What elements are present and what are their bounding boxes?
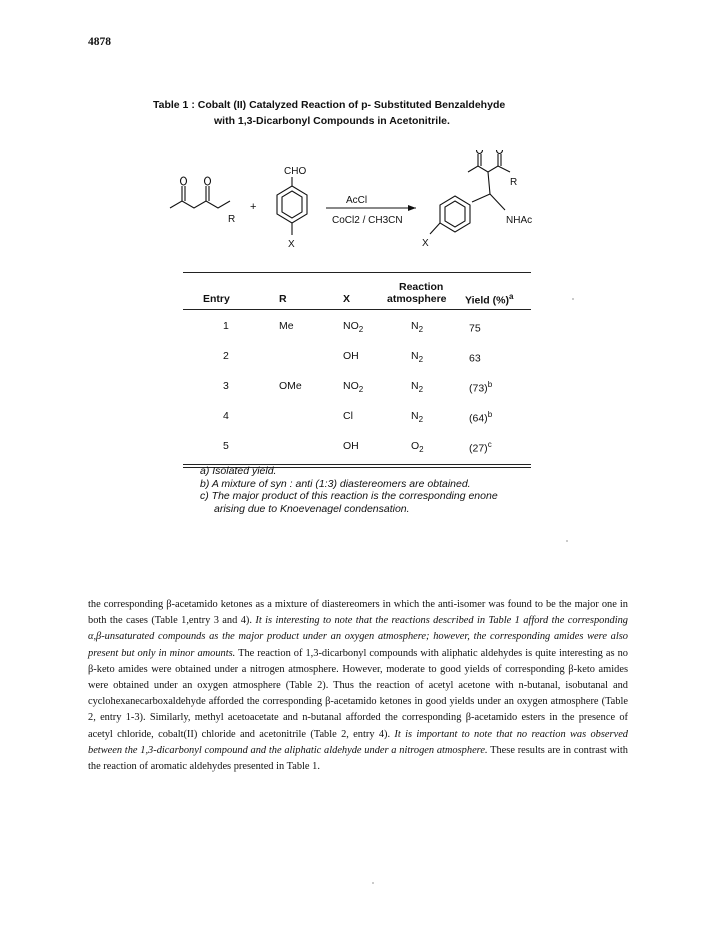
cell-atmosphere — [411, 320, 423, 334]
cell-r — [279, 320, 294, 332]
caption-label: Table 1 : — [153, 99, 195, 111]
cell-yield-text: 75 — [469, 322, 481, 335]
caption-line1: Cobalt (II) Catalyzed Reaction of p- Substituted Benzaldehyde — [197, 99, 506, 111]
body-s5: These results are in contrast with the reaction of aromatic aldehydes presented in Table 1. — [88, 744, 628, 773]
cell-entry-text: 1 — [223, 320, 229, 332]
cell-x-text: NO — [343, 320, 359, 332]
footnote-a: a) Isolated yield. — [200, 465, 277, 477]
cell-atmosphere-sub: 2 — [418, 385, 424, 395]
cell-x-sub: 2 — [358, 325, 364, 335]
cell-atmosphere-text: N — [411, 320, 419, 332]
arrow-head — [408, 205, 416, 211]
cell-atmosphere-text: N — [411, 380, 419, 392]
table-body — [183, 310, 531, 464]
page-number: 4878 — [88, 36, 111, 48]
scheme-reagent-top: AcCl — [346, 195, 368, 206]
header-r: R — [279, 293, 287, 305]
cell-yield — [469, 320, 481, 335]
cell-yield — [469, 410, 492, 425]
product-structure — [430, 150, 510, 234]
cell-entry — [223, 440, 229, 452]
table-row — [183, 404, 531, 434]
scheme-nhac: NHAc — [506, 215, 533, 226]
cell-x — [343, 350, 359, 364]
cell-yield-text: (27) — [469, 442, 488, 455]
cell-x-text: NO — [343, 380, 359, 392]
cell-yield-sup: b — [487, 410, 493, 419]
body-paragraph — [88, 597, 628, 775]
body-s3: The reaction of 1,3-dicarbonyl compounds with aliphatic aldehydes is quite interesting as no β-keto amides were obtained under a nitrogen atmosphere. However, moderate to good yields of corresponding β-keto amides were obtained under an oxygen atmosphere (Table 2). Thus the reaction of acetyl acetone with n-butanal, isobutanal and cyclohexanecarboxaldehyde afforded the corresponding β-acetamido ketones in good yields under an oxygen atmosphere (Table 2, entry 1-3). Similarly, methyl acetoacetate and n-butanal afforded the corresponding β-acetamido esters in the presence of acetyl chloride, cobalt(II) chloride and acetonitrile (Table 2, entry 4). — [88, 647, 628, 740]
cell-r — [279, 380, 302, 392]
table-caption — [153, 97, 623, 129]
cell-yield — [469, 380, 492, 395]
table-row — [183, 374, 531, 404]
header-entry: Entry — [203, 293, 230, 305]
cell-x-text: OH — [343, 440, 359, 452]
scan-speck — [566, 540, 568, 542]
body-s1: the corresponding β-acetamido ketones as a mixture of diastereomers in which the anti-isomer was found to be the major one in both the cases (Table 1,entry 3 and 4). — [88, 599, 628, 627]
cell-entry-text: 3 — [223, 380, 229, 392]
cell-atmosphere-sub: 2 — [418, 355, 424, 365]
cell-x — [343, 410, 353, 424]
cell-atmosphere-sub: 2 — [419, 445, 424, 455]
cell-atmosphere — [411, 410, 423, 424]
cell-x-text: OH — [343, 350, 359, 362]
table-row — [183, 344, 531, 374]
cell-entry — [223, 380, 229, 392]
cell-yield-sup: b — [487, 380, 493, 389]
cell-x-sub: 2 — [358, 385, 364, 395]
table-footnotes — [200, 465, 600, 515]
scan-speck — [372, 882, 374, 884]
scheme-plus: + — [250, 201, 257, 213]
cell-entry — [223, 320, 229, 332]
table-row — [183, 434, 531, 464]
cell-atmosphere — [411, 350, 423, 364]
header-yield — [465, 292, 513, 307]
cell-r-text: OMe — [279, 380, 302, 392]
cell-atmosphere-sub: 2 — [418, 415, 424, 425]
scheme-x-left: X — [288, 239, 295, 250]
cell-entry-text: 2 — [223, 350, 229, 362]
header-yield-text: Yield (%) — [465, 294, 509, 307]
cell-entry — [223, 350, 229, 362]
header-x: X — [343, 293, 351, 305]
cell-yield-sup: c — [487, 440, 492, 449]
cell-yield-text: (64) — [469, 412, 488, 425]
cell-yield-text: 63 — [469, 352, 481, 365]
footnote-b: b) A mixture of syn : anti (1:3) diastereomers are obtained. — [200, 477, 471, 490]
results-table — [183, 272, 531, 468]
cell-entry-text: 4 — [223, 410, 229, 422]
cell-atmosphere-text: O — [411, 440, 420, 452]
cell-yield — [469, 440, 492, 455]
cell-entry — [223, 410, 229, 422]
cell-yield-text: (73) — [469, 382, 488, 395]
header-atm-line1: Reaction — [399, 281, 444, 293]
cell-r-text: Me — [279, 320, 294, 332]
cell-x — [343, 440, 359, 454]
cell-entry-text: 5 — [223, 440, 229, 452]
table-header — [183, 273, 531, 309]
scheme-r-right: R — [510, 177, 518, 188]
dicarbonyl-structure — [170, 177, 230, 208]
scheme-cho: CHO — [284, 166, 307, 177]
cell-atmosphere — [411, 380, 423, 394]
cell-x — [343, 380, 363, 394]
footnote-c2: arising due to Knoevenagel condensation. — [214, 502, 410, 515]
scan-speck — [572, 298, 574, 300]
scheme-r-left: R — [228, 214, 236, 225]
footnote-c1: c) The major product of this reaction is the corresponding enone — [200, 490, 498, 502]
header-atm-line2: atmosphere — [387, 293, 447, 305]
header-yield-sup: a — [508, 292, 514, 301]
cell-atmosphere-text: N — [411, 350, 419, 362]
cell-x — [343, 320, 363, 334]
cell-yield — [469, 350, 481, 365]
cell-x-text: Cl — [343, 410, 353, 422]
scheme-reagent-bottom: CoCl2 / CH3CN — [332, 215, 403, 226]
reaction-scheme — [150, 150, 560, 265]
cell-atmosphere-text: N — [411, 410, 419, 422]
body-s2: It is interesting to note that the reactions described in Table 1 afford the corresponding α,β-unsaturated compounds as the major product under an oxygen atmosphere; however, the corresponding amides were also present but only in minor amounts. — [88, 615, 628, 659]
cell-atmosphere — [411, 440, 424, 454]
benzaldehyde-ring — [277, 177, 307, 235]
body-s4: It is important to note that no reaction was observed between the 1,3-dicarbonyl compound and the aliphatic aldehyde under a nitrogen atmosphere. — [88, 728, 628, 756]
table-row — [183, 314, 531, 344]
cell-atmosphere-sub: 2 — [418, 325, 424, 335]
caption-line2: with 1,3-Dicarbonyl Compounds in Acetonitrile. — [214, 115, 450, 127]
scheme-x-right: X — [422, 238, 429, 249]
